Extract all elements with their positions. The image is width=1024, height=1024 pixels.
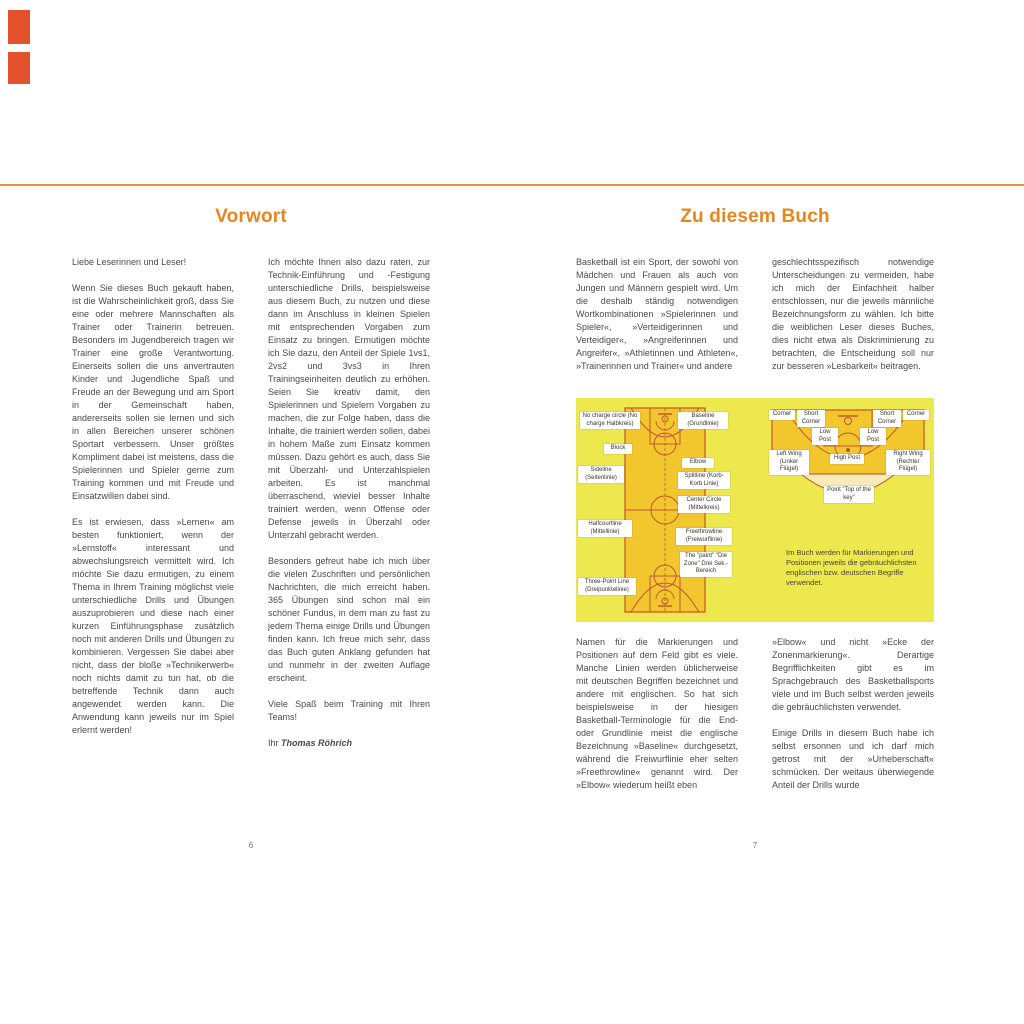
page-title-zu-diesem-buch: Zu diesem Buch [680, 206, 830, 227]
right-page-intro-column-1 [576, 256, 738, 386]
label-point-top-of-key: Point "Top of the key" [824, 486, 874, 503]
paragraph: Wenn Sie dieses Buch gekauft haben, ist die Wahrscheinlichkeit groß, dass Sie eine oder mehrere Mannschaften als Trainer oder Trainerin betreuen. Besonders im Jugendbereich tragen wir Trainer eine große Verantwortung. Einerseits sollen die uns anvertrauten Kinder und Jugendliche Spaß und Freude an der Bewegung und am Sport in der Gemeinschaft haben, andererseits sollen sie lernen und sich in allen Bereichen unserer schönen Sportart verbessern. Unser größtes Kompliment dabei ist meistens, dass die Spielerinnen und Spieler gerne zum Training kommen und mit Freude und Einsatzwillen dabei sind. [72, 283, 234, 501]
label-short-corner-left: Short Corner [797, 410, 825, 427]
paragraph: Einige Drills in diesem Buch habe ich selbst ersonnen und ich darf mich getrost mit der »Urheberschaft« schmücken. Der weitaus überwiegende Anteil der Drills wurde [772, 728, 934, 790]
label-low-post-left: Low Post [812, 428, 838, 445]
label-elbow: Elbow [682, 458, 714, 468]
label-right-wing: Right Wing (Rechter Flügel) [886, 450, 930, 475]
label-three-point-line: Three-Point Line (Dreipunktelinie) [578, 578, 636, 595]
right-page-body-column-2 [772, 636, 934, 805]
paragraph: Ich möchte Ihnen also dazu raten, zur Technik-Einführung und -Festigung unterschiedliche Drills, beispielsweise aus diesem Buch, zu nutzen und diese dann im Anschluss in kleinen Spielen mit entsprechenden Vorgaben zum Einsatz zu bringen. Ermutigen möchte ich Sie dazu, den Anteil der Spiele 1vs1, 2vs2 und 3vs3 in Ihren Trainingseinheiten deutlich zu erhöhen. Seien Sie kreativ damit, den Spielerinnen und Spielern Vorgaben zu machen, die zur Folge haben, dass die Inhalte, die trainiert werden sollen, dabei in hohem Maße zum Einsatz kommen müssen. Dazu gehört es auch, dass Sie mit Überzahl- und Unterzahlspielen arbeiten. Es ist manchmal überraschend, wieviel besser Inhalte trainiert werden, wenn Offense oder Defense jeweils in Überzahl oder Unterzahl gebracht werden. [268, 257, 430, 540]
label-no-charge-circle: No charge circle (No charge Halbkreis) [580, 412, 640, 429]
label-corner-right: Corner [903, 410, 929, 420]
left-page-column-2 [268, 256, 430, 763]
court-diagram-panel [576, 398, 934, 622]
paragraph: geschlechtsspezifisch notwendige Unterscheidungen zu vermeiden, habe ich mich der Einfachheit halber entschlossen, nur die jeweils männliche Bezeichnungsform zu wählen. Ich bitte die weiblichen Leser dieses Buches, dies nicht etwa als Diskriminierung zu betrachten, die Entscheidung soll nur zur besseren »Lesbarkeit« beitragen. [772, 257, 934, 371]
label-corner-left: Corner [769, 410, 795, 420]
paragraph: Viele Spaß beim Training mit Ihren Teams! [268, 699, 430, 722]
left-page-column-1 [72, 256, 234, 763]
right-page-body-column-1 [576, 636, 738, 805]
label-baseline: Baseline (Grundlinie) [678, 412, 728, 429]
author-signature: Thomas Röhrich [281, 738, 353, 748]
paragraph: Es ist erwiesen, dass »Lernen« am besten funktioniert, wenn der »Lernstoff« interessant und abwechslungsreich vermittelt wird. Ich möchte Sie dazu ermutigen, zu einem Thema in Ihrem Training möglichst viele unterschiedliche Drills und Übungen auszuprobieren und diese nach einer kurzen Einführungsphase zusätzlich noch mit anderen Drills und Übungen zu kombinieren. Vergessen Sie dabei aber nicht, dass der bloße »Technikerwerb« noch nichts damit zu tun hat, ob die betreffende Technik dann auch angewendet werden kann. Die Anwendung kann jeweils nur im Spiel erlernt werden! [72, 517, 234, 735]
label-short-corner-right: Short Corner [873, 410, 901, 427]
page-right [576, 206, 934, 850]
label-block: Block [604, 444, 632, 454]
label-freethrowline: Freethrowline (Freiwurflinie) [676, 528, 732, 545]
label-center-circle: Center Circle (Mittelkreis) [678, 496, 730, 513]
label-low-post-right: Low Post [860, 428, 886, 445]
paragraph: Namen für die Markierungen und Positionen auf dem Feld gibt es viele. Manche Linien werden üblicherweise mit deutschen Begriffen bezeichnet und andere mit englischen. So hat sich beispielsweise in der hiesigen Basketball-Terminologie für die End- oder Grundlinie meist die englische Bezeichnung »Baseline« durchgesetzt, während die Freiwurflinie eher selten »Freethrowline« genannt wird. Der »Elbow« wiederum heißt eben [576, 637, 738, 790]
corner-tab-top [8, 10, 30, 44]
label-paint: The "paint" "Die Zone" Drei Sek.-Bereich [680, 552, 732, 577]
page-title-vorwort: Vorwort [215, 206, 287, 227]
diagram-caption: Im Buch werden für Markierungen und Positionen jeweils die gebräuchlichsten englischen bzw. deutschen Begriffe verwendet. [786, 548, 917, 587]
label-sideline: Sideline (Seitenlinie) [578, 466, 624, 483]
label-left-wing: Left Wing (Linker Flügel) [769, 450, 809, 475]
page-left [72, 206, 430, 850]
label-halfcourtline: Halfcourtline (Mittellinie) [578, 520, 632, 537]
paragraph: Basketball ist ein Sport, der sowohl von Mädchen und Frauen als auch von Jungen und Männern gespielt wird. Um die deshalb ständig notwendigen Wortkombinationen »Spielerinnen und Spieler«, »Verteidigerinnen und Verteidiger«, »Angreiferinnen und Angreifer«, »Athletinnen und Athleten«, »Trainerinnen und Trainer« und andere [576, 257, 738, 371]
label-high-post: High Post [830, 454, 864, 464]
paragraph: »Elbow« und nicht »Ecke der Zonenmarkierung«. Derartige Begrifflichkeiten gibt es im Sprachgebrauch des Basketballsports viele und im Buch selbst werden jeweils die gebräuchlichsten verwendet. [772, 637, 934, 712]
closing-word: Ihr [268, 738, 279, 748]
signature-line [268, 737, 430, 750]
corner-tab-bottom [8, 52, 30, 84]
page-number-left: 6 [248, 840, 254, 850]
label-splitline: Splitline (Korb-Korb Linie) [678, 472, 730, 489]
top-rule-divider [0, 184, 1024, 186]
paragraph: Liebe Leserinnen und Leser! [72, 257, 187, 267]
paragraph: Besonders gefreut habe ich mich über die vielen Zuschriften und persönlichen Nachrichten, die mich erreicht haben. 365 Übungen sind schon mal ein schöner Fundus, in dem man zu fast zu jedem Thema einige Drills und Übungen finden kann. Ich freue mich sehr, dass das Buch guten Anklang gefunden hat und nunmehr in der zweiten Auflage erscheint. [268, 556, 430, 683]
page-number-right: 7 [752, 840, 758, 850]
right-page-intro-column-2 [772, 256, 934, 386]
